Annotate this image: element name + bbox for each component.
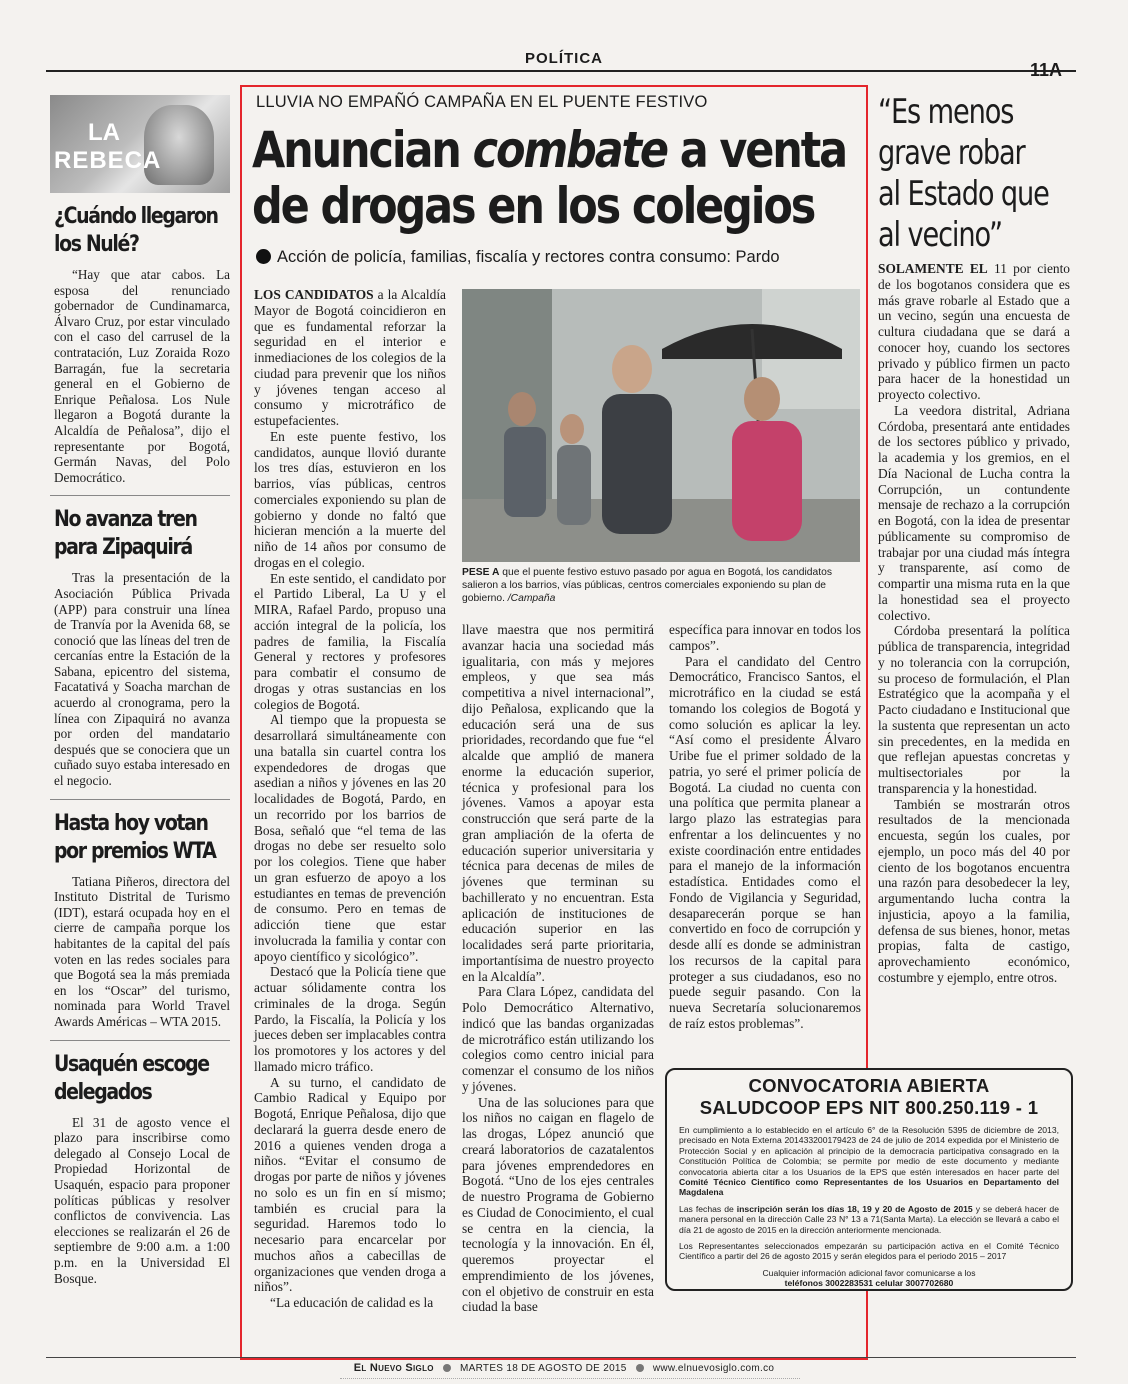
ad-paragraph: Los Representantes seleccionados empezarán su participación activa en el Comité Técnico Científico a partir del 26 de agosto 2015 y serán elegidos para el periodo 2015 – 2017 [679, 1241, 1059, 1262]
headline-line-2: de drogas en los colegios [252, 177, 815, 235]
paragraph: Destacó que la Policía tiene que actuar sólidamente contra los criminales de la droga. Según Pardo, la Fiscalía, la Policía y los jueces deben ser implacables contra los promotores y los actores y del llamado micro tráfico. [254, 964, 446, 1074]
side-article-body [878, 261, 1070, 986]
article-headline [252, 122, 862, 234]
footer-fineprint [340, 1378, 800, 1382]
paragraph: También se mostrarán otros resultados de la mencionada encuesta, según los cuales, por ejemplo, un poco más del 40 por ciento de los bogotanos encuentra una razón para desobedecer la ley, argumentando lucha contra la injusticia, apoyo a la familia, defensa de sus bienes, honor, metas propias, falta de castigo, aprovechamiento económico, costumbre y ejemplo, entre otros. [878, 796, 1070, 985]
paragraph: Para el candidato del Centro Democrático, Francisco Santos, el microtráfico en la ciudad se está tomando los colegios de Bogotá y como solución es aplicar la ley. “Así como el presidente Álvaro Uribe fue el primer soldado de la patria, yo seré el primer policía de Bogotá. La ciudad no cuenta con una política que permita planear a largo plazo las estrategias para enfrentar a los delincuentes y no existe coordinación entre entidades para el manejo de la información estadística. Entidades como el Fondo de Vigilancia y Seguridad, desaparecerán porque se han convertido en foco de corrupción y desde allí es donde se administran los recursos de la capital para proteger a sus ciudadanos, eso no puede seguir pasando. Con la nueva Secretaría solucionaremos de raíz estos problemas”. [669, 653, 861, 1031]
article-column-2 [462, 622, 654, 1315]
paragraph: Al tiempo que la propuesta se desarrollará simultáneamente con una batalla sin cuartel contra los expendedores de drogas que asedian a niños y jóvenes en las 20 localidades de Bogotá, Pardo, en un recorrido por los barrios de Bosa, señaló que “el tema de las drogas no debe ser resuelto solo por los colegios. Tiene que haber un gran esfuerzo de apoyo a los estudiantes en temas de prevención de consumo. Pero en temas de adicción tiene que estar involucrada la familia y contar con apoyo científico y sicológico”. [254, 712, 446, 964]
candidate-greeting-photo [462, 289, 860, 562]
bullet-icon [443, 1364, 451, 1372]
ad-paragraph: Las fechas de inscripción serán los días 18, 19 y 20 de Agosto de 2015 y se deberá hacer de manera personal en la dirección Calle 23 N° 13 a 71(Santa Marta). La elección se llevará a cabo el día 21 de agosto de 2015 en la dirección anteriormente mencionada. [679, 1203, 1059, 1235]
ad-paragraph: En cumplimiento a lo establecido en el artículo 6° de la Resolución 5395 de diciembre de 2013, precisado en Nota Externa 201433200179423 de 24 de julio de 2014 expedida por el Ministerio de Protección Social y en aplicación al principio de la democracia participativa consagrado en la Constitución Política de Colombia; se permite por medio de este documento y mediante convocatoria abierta citar a los Usuarios de la EPS que estén interesados en hacer parte del Comité Técnico Científico como Representantes de los Usuarios en Departamento del Magdalena [679, 1125, 1059, 1198]
article-kicker: LLUVIA NO EMPAÑÓ CAMPAÑA EN EL PUENTE FESTIVO [256, 93, 708, 111]
ad-contact: Cualquier información adicional favor comunicarse a los teléfonos 3002283531 celular 3007702680 [762, 1267, 976, 1289]
brief-body: “Hay que atar cabos. La esposa del renunciado gobernador de Cundinamarca, Álvaro Cruz, por estar vinculado con el caso del carrusel de la contratación, Luz Zoraida Rozo Barragán, fue la secretaria general en el Gobierno de Enrique Peñalosa. Los Nule llegaron a Bogotá durante la Alcaldía de Peñalosa”, dijo el representante por Bogotá, Germán Navas, del Polo Democrático. [54, 267, 230, 485]
divider [50, 495, 230, 496]
header-rule [46, 70, 1076, 72]
brief-title: Hasta hoy votan por premios WTA [54, 810, 216, 864]
article-deck: Acción de policía, familias, fiscalía y rectores contra consumo: Pardo [256, 248, 780, 267]
brief-4 [50, 1051, 230, 1287]
quote-headline: “Es menos grave robar al Estado que al vecino” [878, 92, 1049, 255]
paragraph: En este sentido, el candidato por el Partido Liberal, La U y el MIRA, Rafael Pardo, propuso una acción integral de la policía, los padres de familia, la Fiscalía General y rectores y profesores para combatir el consumo de drogas y otras sustancias en los colegios de Bogotá. [254, 570, 446, 712]
divider [50, 1040, 230, 1041]
brief-title: ¿Cuándo llegaron los Nulé? [54, 204, 218, 257]
ad-title: CONVOCATORIA ABIERTA [748, 1075, 990, 1096]
brief-body: Tatiana Piñeros, directora del Instituto Distrital de Turismo (IDT), estará ocupada hoy en el cierre de campaña porque los habitantes de la capital del país voten en las redes sociales para que Bogotá sea la más premiada en los “Oscar” del turismo, nominada para World Travel Awards Américas – WTA 2015. [54, 873, 230, 1029]
section-label: POLÍTICA [525, 50, 603, 67]
paragraph: llave maestra que nos permitirá avanzar hacia una sociedad más igualitaria, con más y mejores empleos, y que sea más competitiva a nivel internacional”, dijo Peñalosa, explicando que la educación será una de sus prioridades, recordando que fue “el alcalde que amplió de manera enorme la educación superior, técnica y profesional para los jóvenes. Vamos a apoyar esta construcción que será parte de la gran ampliación de la oferta de educación superior universitaria y técnica para decenas de miles de jóvenes que terminan su bachillerato y no encuentran. Esta aplicación de instituciones de educación superior en las localidades será parte prioritaria, importantísima de nuestro proyecto en la Alcaldía”. [462, 622, 654, 984]
paragraph: Para Clara López, candidata del Polo Democrático Alternativo, indicó que las bandas organizadas de microtráfico están utilizando los colegios como centro inicial para comenzar el consumo de los niños y jóvenes. [462, 984, 654, 1094]
brief-body: Tras la presentación de la Asociación Pública Privada (APP) para construir una línea de Tranvía por la Avenida 68, se conoció que las líneas del tren de cercanías entre la Estación de la Sabana, epicentro del sistema, Facatativá y Soacha marchan de acuerdo al cronograma, pero la línea con Zipaquirá no avanza por orden del mandatario después que se conociera que un cuñado suyo estaba interesado en el negocio. [54, 570, 230, 789]
divider [50, 799, 230, 800]
ad-subtitle: SALUDCOOP EPS NIT 800.250.119 - 1 [699, 1097, 1039, 1118]
footer-brand: El Nuevo Siglo [353, 1362, 434, 1374]
brief-3 [50, 810, 230, 1041]
article-column-3 [669, 622, 861, 1032]
page-footer [0, 1362, 1128, 1374]
footer-rule [46, 1357, 1076, 1358]
sidebar-briefs [50, 95, 230, 1286]
bullet-icon [256, 249, 271, 264]
rebeca-label-1: LA [88, 119, 120, 146]
rebeca-label-2: REBECA [54, 147, 162, 174]
paragraph: A su turno, el candidato de Cambio Radical y Equipo por Bogotá, Enrique Peñalosa, dijo que declarará la guerra desde enero de 2016 a quienes venden droga a niños. “Evitar el consumo de drogas por parte de niños y jóvenes no solo es un fin en sí mismo; también es crucial para la seguridad. Haremos todo lo necesario para encarcelar por muchos años a cabecillas de organizaciones que venden droga a niños”. [254, 1074, 446, 1295]
paragraph: En este puente festivo, los candidatos, aunque llovió durante los tres días, estuvieron en los barrios, vías públicas, centros comerciales exponiendo su plan de gobierno y donde no faltó que hicieran mención a la muerte del niño de 14 años por consumo de drogas en el colegio. [254, 428, 446, 570]
brief-1 [50, 203, 230, 496]
footer-url[interactable]: www.elnuevosiglo.com.co [652, 1363, 775, 1374]
paragraph: específica para innovar en todos los campos”. [669, 622, 861, 653]
article-photo [462, 289, 860, 562]
page-number: 11A [1030, 60, 1063, 80]
article-column-1 [254, 287, 446, 1311]
photo-caption: PESE A que el puente festivo estuvo pasado por agua en Bogotá, los candidatos salieron a los barrios, vías públicas, centros comerciales exponiendo su plan de gobierno. /Campaña [462, 567, 832, 604]
brief-body: El 31 de agosto vence el plazo para inscribirse como delegado al Consejo Local de Propiedad Horizontal de Usaquén, espacio para proponer políticas públicas y resolver conflictos de convivencia. Las elecciones se realizarán el 26 de septiembre de 9:00 a.m. a 1:00 p.m. en la Universidad El Bosque. [54, 1114, 230, 1286]
footer-date: MARTES 18 DE AGOSTO DE 2015 [459, 1363, 627, 1374]
paragraph: Córdoba presentará la política pública de transparencia, integridad y no tolerancia con la corrupción, su proceso de formulación, el Plan Estratégico que la acompaña y el Pacto ciudadano e Institucional que la sustenta que representan un acto sin precedentes, en la medida en que reflejan apuestas concretas y multisectoriales por la transparencia y la honestidad. [878, 623, 1070, 796]
brief-2 [50, 506, 230, 799]
brief-title: No avanza tren para Zipaquirá [54, 507, 197, 561]
la-rebeca-logo [50, 95, 230, 193]
brief-title: Usaquén escoge delegados [54, 1051, 209, 1105]
paragraph: Una de las soluciones para que los niños no caigan en flagelo de las drogas, López anunció que creará laboratorios de cazatalentos para jóvenes emprendedores en Bogotá. “Uno de los ejes centrales de nuestro Programa de Gobierno es Ciudad de Conocimiento, el cual se centra en la ciencia, la tecnología y la innovación. En él, queremos proyectar el emprendimiento de los jóvenes, con el objetivo de construir en esta ciudad la base [462, 1094, 654, 1315]
bullet-icon [636, 1364, 644, 1372]
paragraph: LOS CANDIDATOS a la Alcaldía Mayor de Bogotá coincidieron en que es fundamental reforzar la seguridad en el interior e inmediaciones de los colegios de la ciudad para prevenir que los niños y jóvenes tengan acceso al consumo y microtráfico de estupefacientes. [254, 287, 446, 428]
convocatoria-ad [665, 1068, 1073, 1291]
headline-line-1: Anuncian combate a venta [252, 121, 847, 179]
paragraph: SOLAMENTE EL 11 por ciento de los bogotanos considera que es más grave robarle al Estado que a un vecino, según una encuesta de cultura ciudadana que se dará a conocer hoy, cuando los sectores privado y público firmen un pacto para hacer de la honestidad un proyecto colectivo. [878, 261, 1071, 402]
paragraph: “La educación de calidad es la [270, 1295, 434, 1310]
paragraph: La veedora distrital, Adriana Córdoba, presentará ante entidades de los sectores público y privado, la academia y los gremios, en el Día Nacional de Lucha contra la Corrupción, un contundente mensaje de rechazo a la corrupción en Bogotá, con la idea de presentar públicamente su compromiso de trabajar por una ciudad más íntegra y transparente, así como de compartir una misma ruta en la que la honestidad sea el proyecto colectivo. [878, 402, 1070, 623]
